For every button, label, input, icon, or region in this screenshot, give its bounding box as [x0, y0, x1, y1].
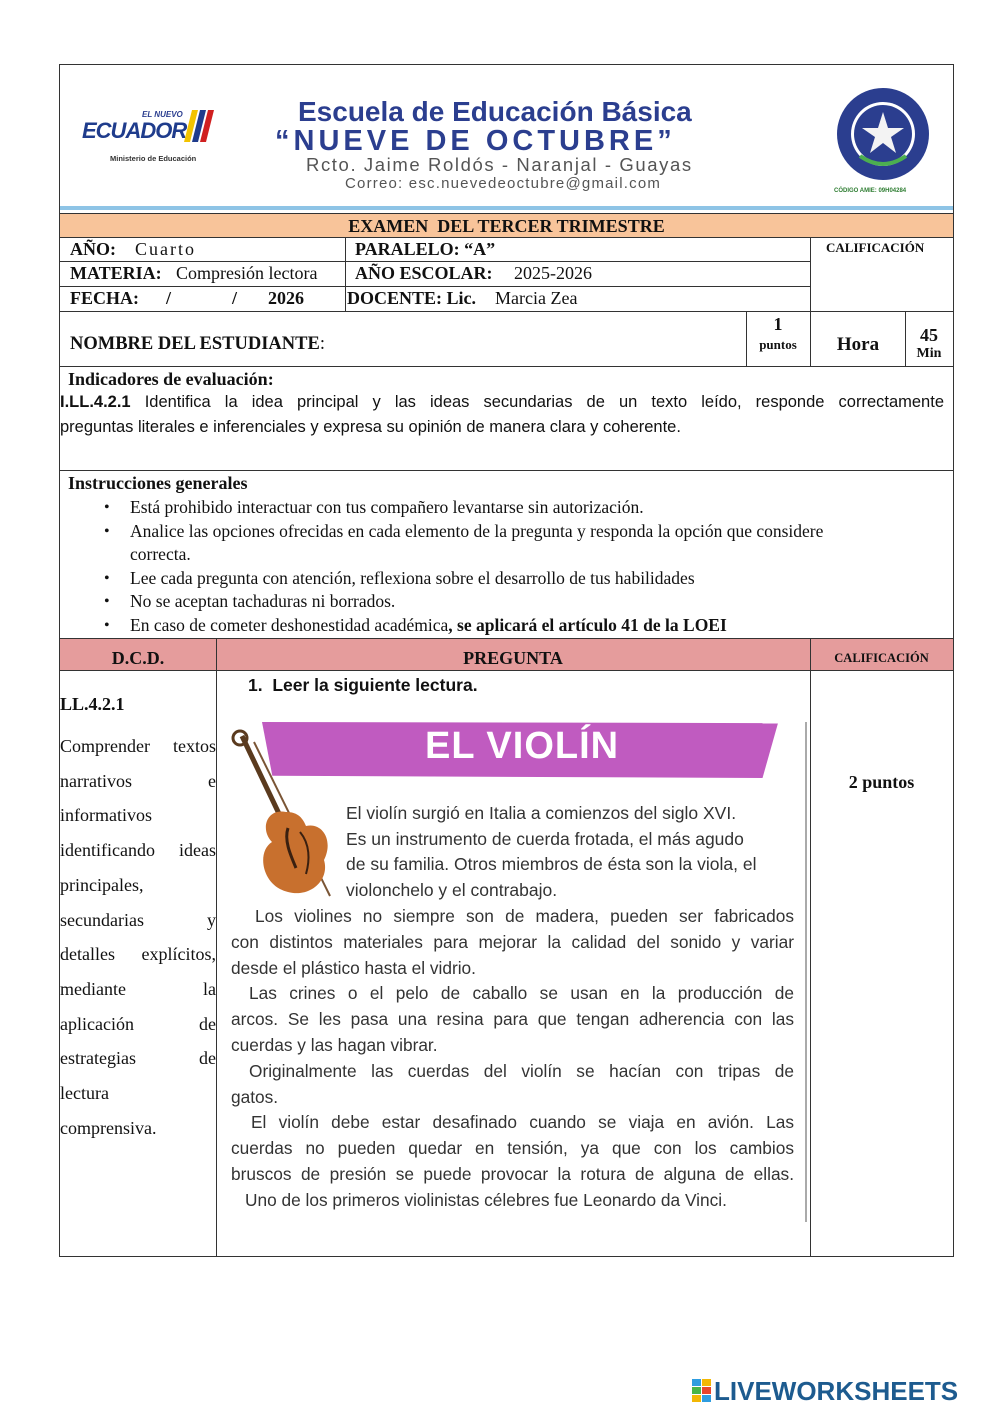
list-item: • No se aceptan tachaduras ni borrados.: [60, 590, 940, 614]
question-points: 2 puntos: [848, 772, 915, 792]
exam-title: EXAMEN DEL TERCER TRIMESTRE: [348, 216, 665, 236]
liveworksheets-icon: [692, 1379, 712, 1403]
list-item: • Lee cada pregunta con atención, reflexiona sobre el desarrollo de tus habilidades: [60, 567, 940, 591]
header-divider: [60, 206, 953, 210]
anio-escolar-label: AÑO ESCOLAR:: [355, 263, 493, 283]
violin-icon: [226, 728, 336, 903]
list-item: • Está prohibido interactuar con tus compañero levantarse sin autorización.: [60, 496, 940, 520]
nombre-input[interactable]: [350, 318, 740, 360]
docente-value: Marcia Zea: [495, 288, 578, 308]
list-item-cont: correcta.: [130, 544, 191, 564]
indicadores-line1: I.LL.4.2.1 Identifica la idea principal y las ideas secundarias de un texto leído, responde correctamente: [60, 393, 944, 411]
fecha-year: 2026: [268, 288, 304, 308]
question-prompt: 1. Leer la siguiente lectura.: [248, 675, 478, 695]
school-email: Correo: esc.nuevedeoctubre@gmail.com: [345, 175, 662, 192]
fecha-label: FECHA:: [70, 288, 139, 308]
reading-title: EL VIOLÍN: [425, 725, 620, 767]
reading-body: Los violines no siempre son de madera, pueden ser fabricados con distintos materiales para mejorar la calidad del sonido y variar desde el plástico hasta el vidrio. Las crines o el pelo de caballo se usan en la producción de arcos. Se les pasa una resina para que tengan adherencia con las cuerdas y las hagan vibrar. Originalmente las cuerdas del violín se hacían con tripas de gatos. El violín debe estar desafinado cuando se viaja en avión. Las cuerdas no pueden quedar en tensión, ya que con los cambios bruscos de presión se puede provocar la rotura de alguna de ellas. Uno de los primeros violinistas célebres fue Leonardo da Vinci.: [231, 906, 794, 1210]
calificacion-header: CALIFICACIÓN: [826, 240, 925, 255]
reading-edge: [805, 722, 807, 1222]
flag-stripes-icon: [182, 110, 218, 144]
list-item: • En caso de cometer deshonestidad académica, se aplicará el artículo 41 de la LOEI: [60, 614, 940, 638]
nombre-label: NOMBRE DEL ESTUDIANTE:: [70, 334, 325, 354]
instrucciones-list: [60, 496, 940, 637]
indicadores-line2: preguntas literales e inferenciales y expresa su opinión de manera clara y coherente.: [60, 418, 681, 436]
school-title: “NUEVE DE OCTUBRE”: [275, 125, 676, 157]
th-pregunta: PREGUNTA: [463, 648, 563, 668]
materia-value: Compresión lectora: [176, 263, 318, 283]
seal-emblem-icon: [826, 86, 942, 184]
school-name: Escuela de Educación Básica: [298, 96, 692, 127]
list-item: • Analice las opciones ofrecidas en cada elemento de la pregunta y responda la opción que considere: [60, 520, 940, 544]
paralelo: PARALELO: “A”: [355, 239, 496, 259]
th-calificacion: CALIFICACIÓN: [834, 651, 929, 665]
materia-label: MATERIA:: [70, 263, 162, 283]
hora-label: Hora: [836, 334, 880, 355]
th-dcd: D.C.D.: [111, 648, 165, 668]
liveworksheets-logo: LIVEWORKSHEETS: [692, 1376, 992, 1406]
ministry-logo: EL NUEVO ECUADOR Ministerio de Educación: [78, 108, 228, 168]
anio-label: AÑO:: [70, 239, 116, 259]
dcd-text: Comprender textos narrativos e informativos identificando ideas principales, secundarias y detalles explícitos, mediante la aplicación de estrategias de lectura comprensiva.: [60, 736, 216, 1138]
reading-intro: El violín surgió en Italia a comienzos del siglo XVI. Es un instrumento de cuerda frotada, el más agudo de su familia. Otros miembros de ésta son la viola, el violonchelo y el contrabajo.: [346, 803, 757, 900]
school-address: Rcto. Jaime Roldós - Naranjal - Guayas: [306, 154, 693, 175]
docente-label: DOCENTE: Lic.: [347, 288, 477, 308]
anio-escolar-value: 2025-2026: [514, 263, 592, 283]
indicadores-heading: Indicadores de evaluación:: [68, 369, 274, 389]
school-seal: CÓDIGO AMIE: 09H04284: [826, 86, 942, 202]
anio-value: Cuarto: [135, 239, 196, 259]
instrucciones-heading: Instrucciones generales: [68, 473, 248, 493]
dcd-code: LL.4.2.1: [60, 694, 125, 714]
